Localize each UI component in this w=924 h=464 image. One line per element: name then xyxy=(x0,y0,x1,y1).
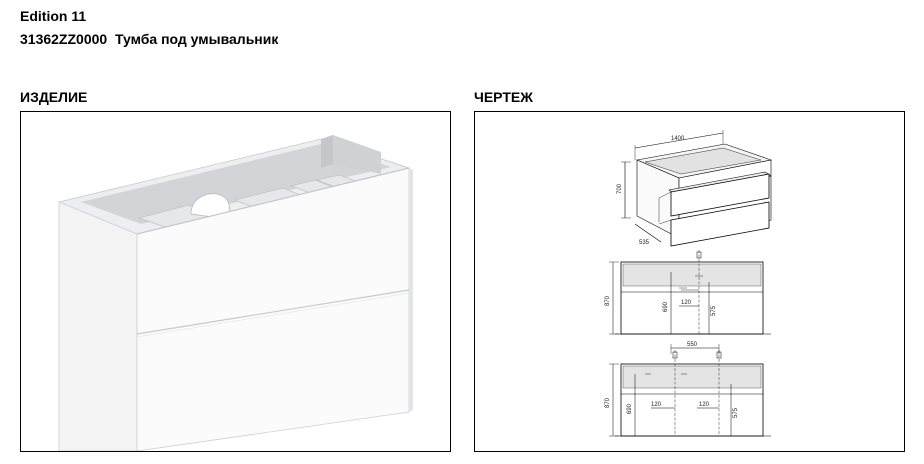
front-view-single xyxy=(609,250,771,334)
dim-front1-siphon: 690 xyxy=(663,301,669,312)
technical-drawing-panel xyxy=(474,111,905,452)
cabinet-illustration xyxy=(21,112,450,451)
dim-width: 1400 xyxy=(671,136,685,142)
dim-front1-height: 870 xyxy=(605,295,611,306)
section-title-drawing: ЧЕРТЕЖ xyxy=(474,89,533,105)
section-title-product: ИЗДЕЛИЕ xyxy=(20,89,88,105)
product-image-panel xyxy=(20,111,451,452)
dim-front2-height: 870 xyxy=(605,397,611,408)
isometric-view xyxy=(621,130,771,246)
dim-front2-spacing: 550 xyxy=(687,342,698,348)
document-series: Edition 11 xyxy=(20,8,87,24)
dim-front2-offset-right: 120 xyxy=(699,402,710,408)
dim-front2-siphon: 690 xyxy=(627,403,633,414)
article-number: 31362ZZ0000 xyxy=(20,31,108,47)
product-title xyxy=(20,31,278,47)
technical-drawing xyxy=(475,112,904,451)
dim-front2-offset-left: 120 xyxy=(651,402,662,408)
dim-front2-drain: 575 xyxy=(733,407,739,418)
dim-front1-drain: 575 xyxy=(711,305,717,316)
dim-depth: 535 xyxy=(639,240,650,246)
product-name: Тумба под умывальник xyxy=(114,31,279,47)
dim-front1-offset: 120 xyxy=(681,300,692,306)
front-view-double xyxy=(609,344,771,436)
dim-height: 700 xyxy=(617,183,623,194)
